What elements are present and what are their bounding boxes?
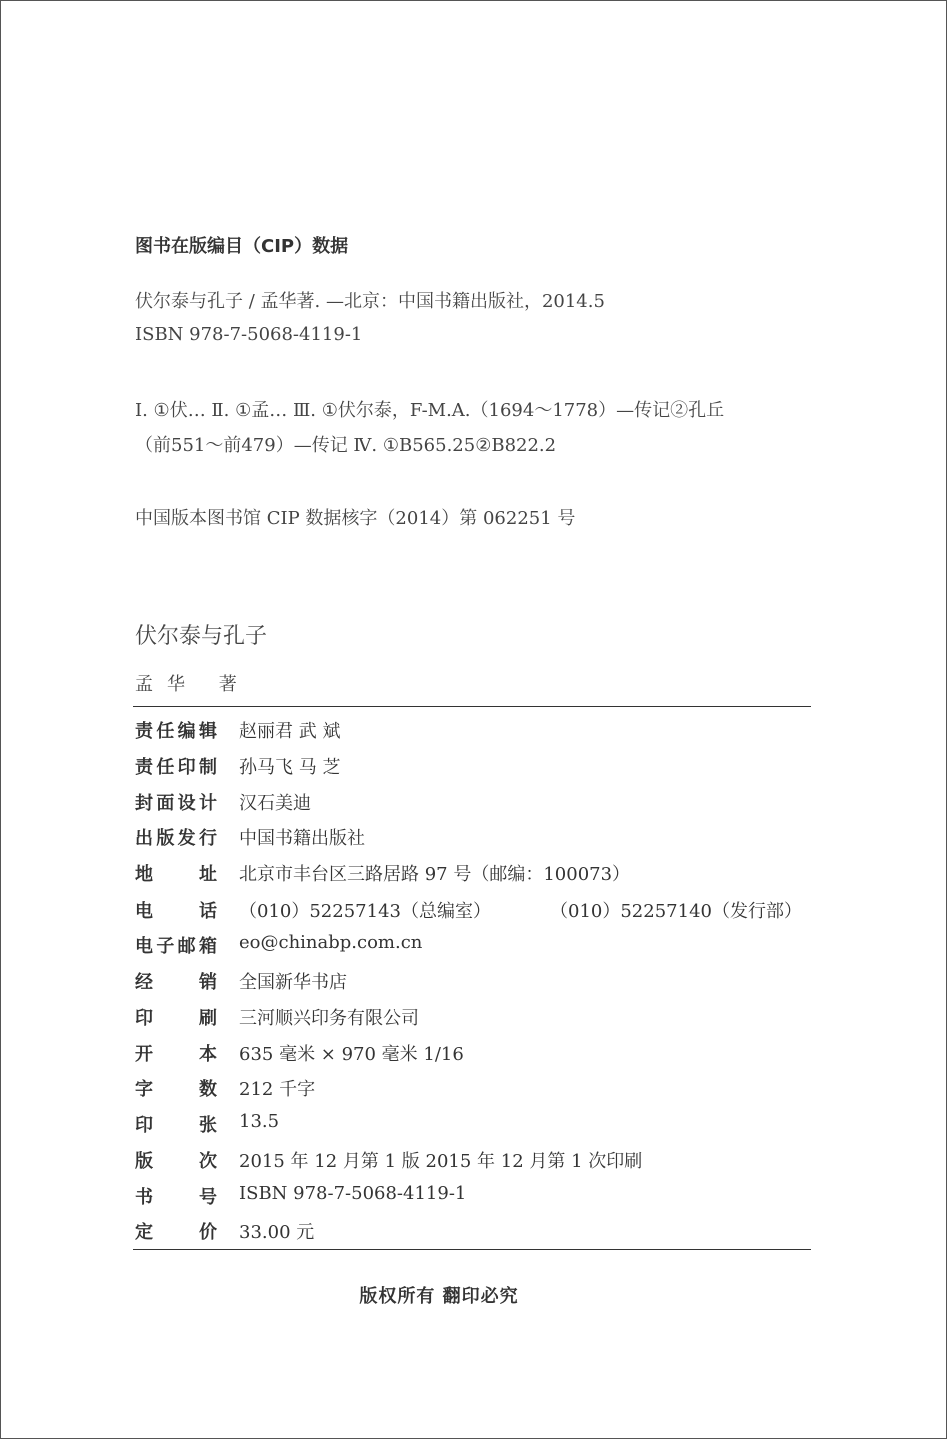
detail-value: 212 千字 [239,1079,316,1100]
detail-label-char: 电 [135,901,153,922]
cip-heading: 图书在版编目（CIP）数据 [135,236,349,257]
detail-label [135,860,217,886]
detail-label-char: 辑 [198,721,217,742]
detail-value-secondary: （010）52257140（发行部） [550,901,802,922]
detail-label-char: 责 [135,721,153,742]
detail-label-char: 张 [199,1115,217,1136]
detail-label-char: 出 [135,828,153,849]
detail-label-char: 任 [156,721,175,742]
detail-label [135,1111,217,1137]
detail-label [135,932,217,958]
detail-label [135,1147,217,1173]
detail-label-char: 子 [156,936,175,957]
detail-label-char: 封 [135,793,153,814]
cip-classification-line-1: Ⅰ. ①伏… Ⅱ. ①孟… Ⅲ. ①伏尔泰，F-M.A.（1694～1778）—传记②孔丘 [135,400,725,421]
detail-label [135,753,217,779]
detail-label-char: 编 [177,721,196,742]
detail-label [135,717,217,743]
detail-label [135,824,217,850]
detail-label-char: 版 [135,1151,153,1172]
detail-label-char: 发 [177,828,196,849]
cip-isbn-line: ISBN 978-7-5068-4119-1 [135,324,363,345]
detail-value: 全国新华书店 [239,972,347,993]
detail-label-char: 定 [135,1222,153,1243]
detail-value: 33.00 元 [239,1222,315,1243]
detail-label-char: 计 [198,793,217,814]
detail-label-char: 制 [198,757,217,778]
detail-label-char: 次 [199,1151,217,1172]
detail-label-char: 任 [156,757,175,778]
detail-label-char: 地 [135,864,153,885]
detail-label-char: 经 [135,972,153,993]
detail-label [135,1218,217,1244]
detail-label-char: 责 [135,757,153,778]
detail-label-char: 设 [177,793,196,814]
detail-value: 北京市丰台区三路居路 97 号（邮编：100073） [239,864,631,885]
detail-value: 赵丽君 武 斌 [239,721,341,742]
detail-label-char: 字 [135,1079,153,1100]
detail-label-char: 号 [199,1187,217,1208]
detail-label-char: 行 [198,828,217,849]
copyright-notice: 版权所有 翻印必究 [359,1286,519,1307]
detail-label-char: 话 [199,901,217,922]
detail-label [135,1183,217,1209]
detail-label-char: 版 [156,828,175,849]
detail-label-char: 开 [135,1044,153,1065]
detail-label [135,968,217,994]
detail-label-char: 印 [135,1008,153,1029]
detail-label-char: 数 [199,1079,217,1100]
book-title: 伏尔泰与孔子 [135,624,268,649]
detail-label [135,789,217,815]
detail-value: 三河顺兴印务有限公司 [239,1008,419,1029]
bottom-divider [133,1249,811,1250]
detail-value: ISBN 978-7-5068-4119-1 [239,1183,467,1204]
detail-value: 孙马飞 马 芝 [239,757,341,778]
detail-value: 2015 年 12 月第 1 版 2015 年 12 月第 1 次印刷 [239,1151,643,1172]
detail-value: 汉石美迪 [239,793,311,814]
detail-value: eo@chinabp.com.cn [239,932,423,953]
book-author: 孟华 著 [135,674,251,695]
detail-value: （010）52257143（总编室） [239,901,491,922]
detail-label [135,1075,217,1101]
detail-value: 13.5 [239,1111,280,1132]
detail-label-char: 本 [199,1044,217,1065]
detail-value: 中国书籍出版社 [239,828,365,849]
top-divider [133,706,811,707]
detail-label-char: 销 [199,972,217,993]
detail-label-char: 电 [135,936,153,957]
detail-label [135,1040,217,1066]
detail-label [135,897,217,923]
detail-label-char: 刷 [199,1008,217,1029]
detail-label-char: 面 [156,793,175,814]
detail-label-char: 价 [199,1222,217,1243]
detail-label-char: 书 [135,1187,153,1208]
detail-label-char: 箱 [198,936,217,957]
detail-value: 635 毫米 × 970 毫米 1/16 [239,1044,464,1065]
detail-label-char: 址 [199,864,217,885]
cip-classification-line-2: （前551～前479）—传记 Ⅳ. ①B565.25②B822.2 [135,435,557,456]
detail-label [135,1004,217,1030]
cip-record-number: 中国版本图书馆 CIP 数据核字（2014）第 062251 号 [135,508,576,529]
detail-label-char: 印 [135,1115,153,1136]
cip-title-line: 伏尔泰与孔子 / 孟华著. —北京：中国书籍出版社，2014.5 [135,291,605,312]
detail-label-char: 邮 [177,936,196,957]
detail-label-char: 印 [177,757,196,778]
